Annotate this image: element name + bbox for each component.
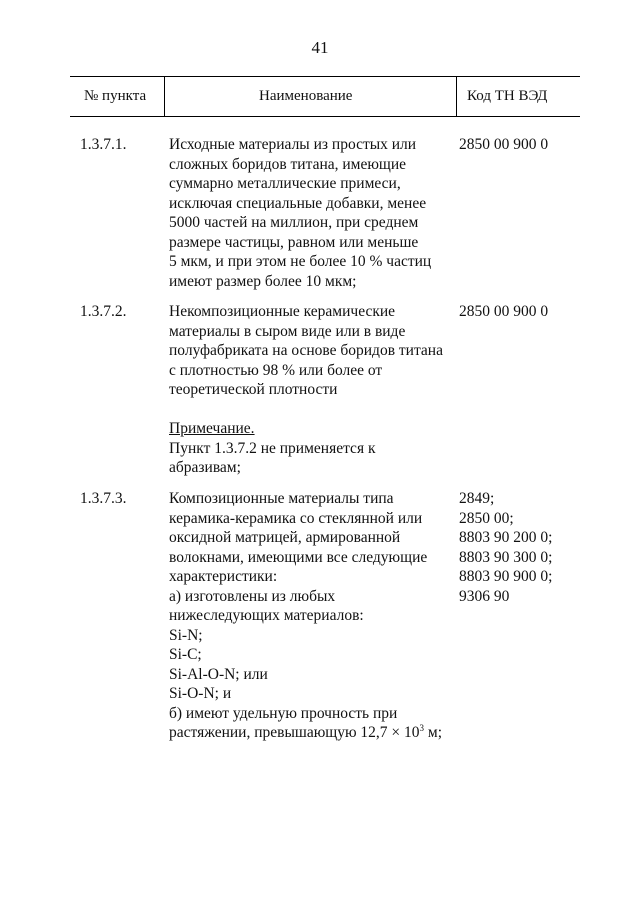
exponent: 3 [419,722,425,733]
description-line: полуфабриката на основе боридов титана [169,342,443,359]
code-line: 8803 90 300 0; [459,548,553,566]
header-col-number: № пункта [84,88,147,104]
description-line: Si-C; [169,646,202,663]
description-line: Si-O-N; и [169,685,232,702]
note-line: абразивам; [169,459,241,476]
note-title: Примечание. [169,420,255,437]
header-col-name: Наименование [259,88,353,104]
description-line: Si-N; [169,626,203,644]
last-line-text: растяжении, превышающую 12,7 × 10 [169,724,420,741]
code-line: 2850 00 900 0 [459,303,549,320]
header-divider-2 [456,76,457,116]
description-line: сложных боридов титана, имеющие [169,155,407,173]
header-top-rule [70,76,580,77]
row-description [169,489,459,743]
description-line: 5 мкм, и при этом не более 10 % частиц [169,253,432,270]
last-line-unit: м; [424,724,443,741]
description-line: с плотностью 98 % или более от [169,361,383,379]
description-line: теоретической плотности [169,381,338,398]
row-description [169,302,459,478]
row-code [459,489,589,606]
row-number: 1.3.7.2. [80,303,127,320]
code-line: 2850 00 900 0 [459,136,549,153]
row-code [459,302,589,322]
description-line: Исходные материалы из простых или [169,136,417,153]
description-line: материалы в сыром виде или в виде [169,322,406,340]
header-col-code: Код ТН ВЭД [467,88,548,104]
description-line: волокнами, имеющими все следующие [169,548,428,566]
description-line: нижеследующих материалов: [169,607,364,624]
description-line: суммарно металлические примеси, [169,175,401,192]
note-line: Пункт 1.3.7.2 не применяется к [169,439,376,457]
code-line: 9306 90 [459,587,510,605]
row-number: 1.3.7.1. [80,136,127,153]
description-line: Композиционные материалы типа [169,490,394,507]
code-line: 8803 90 900 0; [459,568,553,585]
description-line: характеристики: [169,568,278,585]
header-divider-1 [164,76,165,116]
description-line: 5000 частей на миллион, при среднем [169,214,419,231]
description-line: имеют размер более 10 мкм; [169,272,357,290]
description-line: Некомпозиционные керамические [169,303,396,320]
page-number: 41 [311,38,329,57]
description-line: б) имеют удельную прочность при [169,704,398,722]
description-line: а) изготовлены из любых [169,587,336,605]
description-line: Si-Al-O-N; или [169,665,268,683]
header-bottom-rule [70,116,580,117]
description-line-last [169,723,459,743]
row-code [459,135,589,155]
code-line: 8803 90 200 0; [459,529,553,546]
description-line: размере частицы, равном или меньше [169,233,419,251]
description-line: оксидной матрицей, армированной [169,529,401,546]
code-line: 2849; [459,490,495,507]
description-line: исключая специальные добавки, менее [169,194,427,212]
row-description [169,135,459,291]
row-number: 1.3.7.3. [80,490,127,507]
code-line: 2850 00; [459,509,514,527]
description-line: керамика-керамика со стеклянной или [169,509,423,527]
